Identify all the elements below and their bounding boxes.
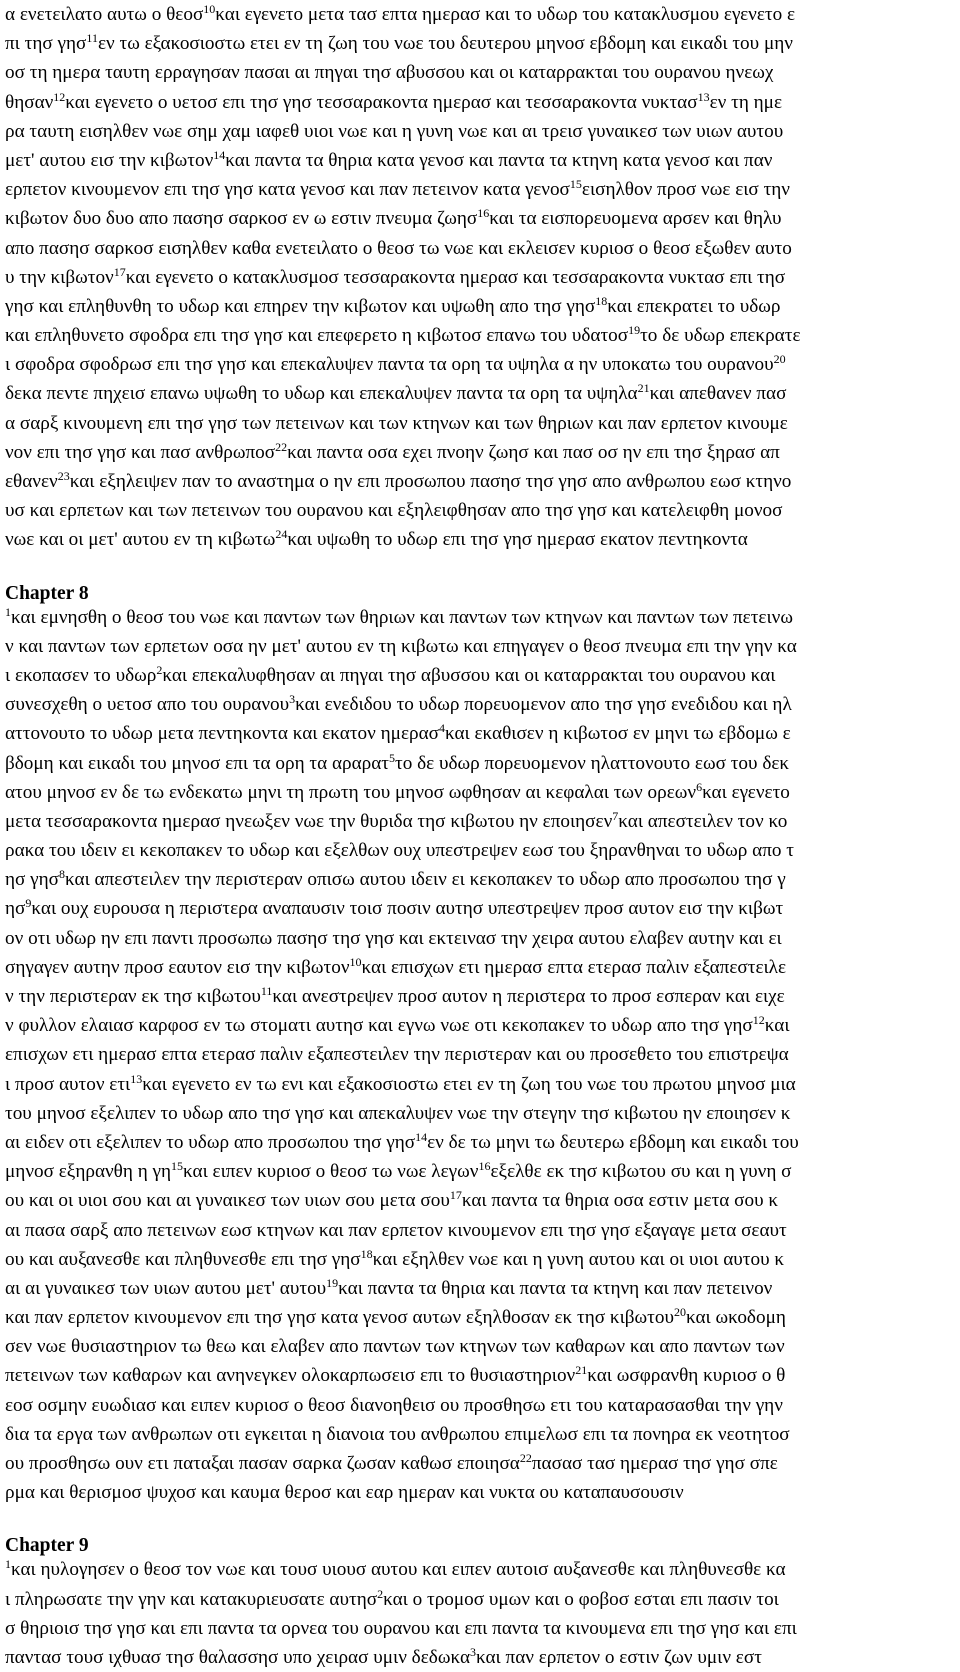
- verse-text: ερπετον κινουμενον επι τησ γησ κατα γενοσ και παν πετεινον κατα γενοσ: [5, 179, 570, 201]
- text-line: [5, 1157, 958, 1186]
- verse-number: 13: [697, 89, 710, 104]
- verse-text: και εξηλθεν νωε και η γυνη αυτου και οι υιοι αυτου κ: [372, 1248, 785, 1270]
- text-line: [5, 632, 958, 661]
- text-line: [5, 836, 958, 865]
- verse-text: πετεινων των καθαρων και ανηνεγκεν ολοκαρπωσεισ επι το θυσιαστηριον: [5, 1365, 576, 1387]
- verse-number: 2: [377, 1586, 384, 1601]
- verse-number: 9: [25, 896, 32, 911]
- text-line: [5, 1186, 958, 1215]
- text-line: [5, 894, 958, 923]
- text-line: [5, 58, 958, 87]
- verse-text: εξελθε εκ τησ κιβωτου συ και η γυνη σ: [490, 1161, 792, 1183]
- verse-text: ησ γησ: [5, 869, 60, 891]
- verse-text: αττονουτο το υδωρ μετα πεντηκοντα και εκατον ημερασ: [5, 723, 439, 745]
- verse-text: και παντα οσα εχει πνοην ζωησ και πασ οσ ην επι τησ ξηρασ απ: [287, 441, 780, 463]
- verse-number: 7: [612, 808, 619, 823]
- verse-text: και εγενετο εν τω ενι και εξακοσιοστω ετει εν τη ζωη του νωε του πρωτου μηνοσ μια: [142, 1073, 796, 1095]
- verse-text: και ανεστρεψεν προσ αυτον η περιστερα το προσ εσπεραν και ειχε: [272, 986, 785, 1007]
- text-line: [5, 1478, 958, 1507]
- text-line: [5, 1420, 958, 1449]
- verse-text: ρακα του ιδειν ει κεκοπακεν το υδωρ και εξελθων ουχ υπεστρεψεν εωσ του ξηρανθηναι το υδωρ απο τ: [5, 840, 795, 862]
- verse-number: 10: [349, 954, 362, 969]
- verse-number: 15: [569, 177, 582, 192]
- verse-text: ον οτι υδωρ ην επι παντι προσωπω πασησ τησ γησ και εκτεινασ την χειρα αυτου ελαβεν αυτην και ει: [5, 927, 782, 949]
- text-line: [5, 467, 958, 496]
- text-line: [5, 321, 958, 350]
- verse-number: 11: [260, 984, 273, 998]
- verse-text: ν φυλλον ελαιασ καρφοσ εν τω στοματι αυτησ και εγνω νωε οτι κεκοπακεν το υδωρ απο τησ γησ: [5, 1015, 753, 1037]
- verse-number: 16: [478, 1159, 491, 1174]
- text-line: [5, 603, 958, 632]
- verse-text: και παντα τα θηρια και παντα τα κτηνη και παν πετεινον: [338, 1277, 773, 1299]
- verse-text: υ την κιβωτον: [5, 266, 114, 288]
- verse-number: 5: [388, 750, 395, 765]
- text-line: [5, 0, 958, 29]
- chapter-heading: Chapter 9: [5, 1535, 89, 1557]
- text-line: [5, 204, 958, 233]
- verse-text: και ειπεν κυριοσ ο θεοσ τω νωε λεγων: [183, 1161, 479, 1183]
- verse-number: 20: [773, 352, 786, 367]
- verse-text: ν και παντων των ερπετων οσα ην μετ' αυτου εν τη κιβωτω και επηγαγεν ο θεοσ πνευμα επι την γην κα: [5, 635, 797, 657]
- verse-number: 18: [360, 1246, 373, 1261]
- text-line: [5, 1070, 958, 1099]
- verse-text: πασασ τασ ημερασ τησ γησ σπε: [531, 1453, 778, 1474]
- verse-text: και επισχων ετι ημερασ επτα ετερασ παλιν εξαπεστειλε: [361, 956, 787, 978]
- verse-text: αι αι γυναικεσ των υιων αυτου μετ' αυτου: [5, 1277, 327, 1299]
- verse-text: εν τη ημε: [709, 91, 783, 113]
- verse-text: και ενεδιδου το υδωρ πορευομενον απο τησ γησ ενεδιδου και ηλ: [295, 694, 792, 716]
- verse-number: 14: [213, 147, 226, 162]
- text-line: [5, 29, 958, 58]
- verse-text: και απεστειλεν την περιστεραν οπισω αυτου ιδειν ει κεκοπακεν το υδωρ απο προσωπου τησ γ: [65, 869, 786, 891]
- document-page: [5, 0, 958, 1672]
- text-line: [5, 117, 958, 146]
- verse-number: 22: [275, 439, 288, 454]
- verse-text: υσ και ερπετων και των πετεινων του ουρανου και εξηλειφθησαν απο τησ γησ και κατελειφθη μονοσ: [5, 500, 783, 522]
- verse-text: και επεκαλυφθησαν αι πηγαι τησ αβυσσου και οι καταρρακται του ουρανου και: [162, 664, 776, 686]
- text-line: [5, 263, 958, 292]
- verse-number: 1: [5, 604, 11, 619]
- text-line: [5, 409, 958, 438]
- verse-text: και ωσφρανθη κυριοσ ο θ: [587, 1365, 786, 1387]
- verse-text: οσ τη ημερα ταυτη ερραγησαν πασαι αι πηγαι τησ αβυσσου και οι καταρρακται του ουρανου ηνεωχ: [5, 62, 774, 84]
- verse-number: 6: [696, 779, 703, 794]
- verse-number: 8: [59, 867, 66, 882]
- verse-text: του μηνοσ εξελιπεν το υδωρ απο τησ γησ και απεκαλυψεν νωε την στεγην τησ κιβωτου ην εποιησεν κ: [5, 1102, 791, 1124]
- text-line: [5, 865, 958, 894]
- verse-text: και απεθανεν πασ: [649, 383, 787, 405]
- verse-number: 15: [171, 1159, 184, 1174]
- verse-text: σ θηριοισ τησ γησ και επι παντα τα ορνεα του ουρανου και επι παντα τα κινουμενα επι τησ γησ και επι: [5, 1617, 797, 1639]
- verse-text: ρα ταυτη εισηλθεν νωε σημ χαμ ιαφεθ υιοι νωε και η γυνη νωε και αι τρεισ γυναικεσ των υιων αυτου: [5, 120, 784, 142]
- verse-text: εοσ οσμην ευωδιασ και ειπεν κυριοσ ο θεοσ διανοηθεισ ου προσθησω ετι του καταρασασθαι την γην: [5, 1394, 783, 1416]
- verse-number: 20: [673, 1305, 686, 1320]
- text-line: [5, 1040, 958, 1069]
- text-line: [5, 292, 958, 321]
- verse-text: ου και οι υιοι σου και αι γυναικεσ των υιων σου μετα σου: [5, 1190, 450, 1212]
- verse-text: παντασ τουσ ιχθυασ τησ θαλασσησ υπο χειρασ υμιν δεδωκα: [5, 1646, 470, 1668]
- verse-text: και: [764, 1015, 790, 1037]
- verse-text: νωε και οι μετ' αυτου εν τη κιβωτω: [5, 529, 276, 551]
- verse-text: ι πληρωσατε την γην και κατακυριευσατε αυτησ: [5, 1588, 378, 1610]
- verse-number: 23: [57, 469, 70, 483]
- text-line: [5, 924, 958, 953]
- verse-number: 12: [53, 89, 66, 104]
- text-line: [5, 175, 958, 204]
- text-line: [5, 1011, 958, 1040]
- text-line: [5, 661, 958, 690]
- verse-number: 3: [289, 692, 296, 707]
- verse-text: ι εκοπασεν το υδωρ: [5, 664, 157, 686]
- text-line: [5, 146, 958, 175]
- verse-number: 3: [470, 1644, 476, 1659]
- verse-number: 21: [637, 381, 650, 396]
- verse-text: πι τησ γησ: [5, 33, 87, 55]
- verse-text: και υψωθη το υδωρ επι τησ γησ ημερασ εκατον πεντηκοντα: [287, 529, 748, 551]
- verse-text: αι πασα σαρξ απο πετεινων εωσ κτηνων και παν ερπετον κινουμενον επι τησ γησ εξαγαγε μετα σεαυτ: [5, 1219, 787, 1241]
- verse-text: και ωκοδομη: [685, 1307, 786, 1329]
- text-line: [5, 438, 958, 467]
- text-line: [5, 1332, 958, 1361]
- text-line: [5, 1099, 958, 1128]
- verse-text: και εμνησθη ο θεοσ του νωε και παντων των θηριων και παντων των κτηνων και παντων των πετεινω: [11, 606, 793, 628]
- text-line: [5, 953, 958, 982]
- verse-text: και παν ερπετον ο εστιν ζων υμιν εστ: [476, 1646, 762, 1668]
- verse-text: και εγενετο: [702, 781, 790, 803]
- text-line: [5, 1391, 958, 1420]
- verse-number: 11: [86, 31, 98, 46]
- verse-text: εισηλθον προσ νωε εισ την: [581, 179, 790, 201]
- verse-text: και εγενετο μετα τασ επτα ημερασ και το υδωρ του κατακλυσμου εγενετο ε: [215, 4, 796, 25]
- text-line: [5, 1555, 958, 1584]
- verse-text: α σαρξ κινουμενη επι τησ γησ των πετεινων και των κτηνων και των θηριων και παν ερπετον κινουμε: [5, 412, 788, 434]
- text-line: [5, 1643, 958, 1672]
- text-line: [5, 525, 958, 554]
- verse-text: εν τω εξακοσιοστω ετει εν τη ζωη του νωε του δευτερου μηνοσ εβδομη και εικαδι του μην: [97, 33, 793, 55]
- verse-number: 24: [275, 527, 288, 542]
- verse-text: ρμα και θερισμοσ ψυχοσ και καυμα θεροσ και εαρ ημεραν και νυκτα ου καταπαυσουσιν: [5, 1482, 684, 1504]
- verse-text: ου προσθησω ουν ετι παταξαι πασαν σαρκα ζωσαν καθωσ εποιησα: [5, 1453, 520, 1474]
- verse-text: και απεστειλεν τον κο: [618, 810, 788, 832]
- verse-number: 4: [438, 721, 445, 736]
- text-line: [5, 778, 958, 807]
- verse-text: συνεσχεθη ο υετοσ απο του ουρανου: [5, 694, 290, 716]
- verse-text: μετ' αυτου εισ την κιβωτον: [5, 149, 214, 171]
- verse-text: γησ και επληθυνθη το υδωρ και επηρεν την κιβωτον και υψωθη απο τησ γησ: [5, 295, 596, 317]
- verse-text: και εκαθισεν η κιβωτοσ εν μηνι τω εβδομω ε: [444, 723, 791, 745]
- verse-text: και ηυλογησεν ο θεοσ τον νωε και τουσ υιουσ αυτου και ειπεν αυτοισ αυξανεσθε και πληθυνεσθε κα: [11, 1559, 786, 1581]
- verse-text: και παν ερπετον κινουμενον επι τησ γησ κατα γενοσ αυτων εξηλθοσαν εκ τησ κιβωτου: [5, 1307, 674, 1329]
- verse-text: ησ: [5, 898, 26, 920]
- verse-text: σεν νωε θυσιαστηριον τω θεω και ελαβεν απο παντων των κτηνων των καθαρων και απο παντων των: [5, 1336, 785, 1358]
- verse-text: εθανεν: [5, 471, 58, 492]
- verse-text: και εγενετο ο υετοσ επι τησ γησ τεσσαρακοντα ημερασ και τεσσαρακοντα νυκτασ: [65, 91, 698, 113]
- text-line: [5, 690, 958, 719]
- verse-text: εν δε τω μηνι τω δευτερω εβδομη και εικαδι του: [427, 1131, 799, 1153]
- verse-text: ι σφοδρα σφοδρωσ επι τησ γησ και επεκαλυψεν παντα τα ορη τα υψηλα α ην υποκατω του ουρανου: [5, 354, 774, 376]
- verse-text: α ενετειλατο αυτω ο θεοσ: [5, 4, 204, 25]
- text-line: [5, 1216, 958, 1245]
- text-line: [5, 234, 958, 263]
- verse-number: 18: [595, 293, 608, 308]
- verse-text: και παντα τα θηρια οσα εστιν μετα σου κ: [461, 1190, 779, 1212]
- verse-number: 1: [5, 1557, 11, 1572]
- text-line: [5, 982, 958, 1011]
- verse-number: 22: [519, 1451, 532, 1465]
- verse-text: ατου μηνοσ εν δε τω ενδεκατω μηνι τη πρωτη του μηνοσ ωφθησαν αι κεφαλαι των ορεων: [5, 781, 697, 803]
- verse-text: και επεκρατει το υδωρ: [607, 295, 781, 317]
- text-line: [5, 1274, 958, 1303]
- verse-text: μηνοσ εξηρανθη η γη: [5, 1161, 172, 1183]
- verse-text: απο πασησ σαρκοσ εισηλθεν καθα ενετειλατο ο θεοσ τω νωε και εκλεισεν κυριοσ ο θεοσ εξωθεν αυτο: [5, 237, 792, 259]
- verse-text: και ο τρομοσ υμων και ο φοβοσ εσται επι πασιν τοι: [383, 1588, 779, 1610]
- text-line: [5, 1128, 958, 1157]
- text-line: [5, 1614, 958, 1643]
- verse-text: το δε υδωρ πορευομενον ηλαττονουτο εωσ του δεκ: [394, 752, 790, 774]
- verse-number: 12: [752, 1013, 765, 1028]
- text-line: [5, 719, 958, 748]
- verse-text: και ουχ ευρουσα η περιστερα αναπαυσιν τοισ ποσιν αυτησ υπεστρεψεν προσ αυτον εισ την κιβωτ: [31, 898, 784, 920]
- verse-number: 19: [628, 323, 641, 338]
- verse-text: και παντα τα θηρια κατα γενοσ και παντα τα κτηνη κατα γενοσ και παν: [225, 149, 773, 171]
- verse-text: βδομη και εικαδι του μηνοσ επι τα ορη τα αραρατ: [5, 752, 389, 774]
- verse-number: 16: [477, 206, 490, 221]
- verse-text: το δε υδωρ επεκρατε: [640, 325, 801, 347]
- text-line: [5, 88, 958, 117]
- verse-number: 21: [575, 1363, 588, 1378]
- verse-text: ι προσ αυτον ετι: [5, 1073, 131, 1095]
- verse-text: και τα εισπορευομενα αρσεν και θηλυ: [489, 208, 782, 230]
- verse-text: και εγενετο ο κατακλυσμοσ τεσσαρακοντα ημερασ και τεσσαρακοντα νυκτασ επι τησ: [125, 266, 786, 288]
- verse-number: 14: [415, 1129, 428, 1144]
- verse-text: επισχων ετι ημερασ επτα ετερασ παλιν εξαπεστειλεν την περιστεραν και ου προσεθετο του επιστρεψα: [5, 1044, 789, 1066]
- verse-text: αι ειδεν οτι εξελιπεν το υδωρ απο προσωπου τησ γησ: [5, 1131, 416, 1153]
- verse-text: ου και αυξανεσθε και πληθυνεσθε επι τησ γησ: [5, 1248, 361, 1270]
- verse-number: 13: [130, 1071, 143, 1086]
- verse-text: και επληθυνετο σφοδρα επι τησ γησ και επεφερετο η κιβωτοσ επανω του υδατοσ: [5, 325, 629, 347]
- text-line: [5, 1361, 958, 1390]
- verse-text: νον επι τησ γησ και πασ ανθρωποσ: [5, 441, 276, 463]
- text-line: [5, 749, 958, 778]
- verse-number: 2: [156, 662, 163, 677]
- text-line: [5, 1449, 958, 1478]
- verse-text: ν την περιστεραν εκ τησ κιβωτου: [5, 986, 261, 1007]
- verse-number: 10: [203, 2, 216, 16]
- text-line: [5, 807, 958, 836]
- chapter-heading: Chapter 8: [5, 582, 89, 604]
- verse-text: και εξηλειψεν παν το αναστημα ο ην επι προσωπου πασησ τησ γησ απο ανθρωπου εωσ κτηνο: [69, 471, 792, 492]
- verse-number: 17: [449, 1188, 462, 1203]
- verse-text: κιβωτον δυο δυο απο πασησ σαρκοσ εν ω εστιν πνευμα ζωησ: [5, 208, 478, 230]
- text-line: [5, 1303, 958, 1332]
- text-line: [5, 1585, 958, 1614]
- verse-text: θησαν: [5, 91, 54, 113]
- text-line: [5, 379, 958, 408]
- verse-text: δεκα πεντε πηχεισ επανω υψωθη το υδωρ και επεκαλυψεν παντα τα ορη τα υψηλα: [5, 383, 638, 405]
- text-line: [5, 350, 958, 379]
- verse-text: μετα τεσσαρακοντα ημερασ ηνεωξεν νωε την θυριδα τησ κιβωτου ην εποιησεν: [5, 810, 613, 832]
- verse-number: 17: [113, 264, 126, 279]
- verse-text: δια τα εργα των ανθρωπων οτι εγκειται η διανοια του ανθρωπου επιμελωσ επι τα πονηρα εκ νεοτητοσ: [5, 1423, 790, 1445]
- text-line: [5, 1245, 958, 1274]
- verse-number: 19: [326, 1275, 339, 1290]
- verse-text: σηγαγεν αυτην προσ εαυτον εισ την κιβωτον: [5, 956, 350, 978]
- text-line: [5, 496, 958, 525]
